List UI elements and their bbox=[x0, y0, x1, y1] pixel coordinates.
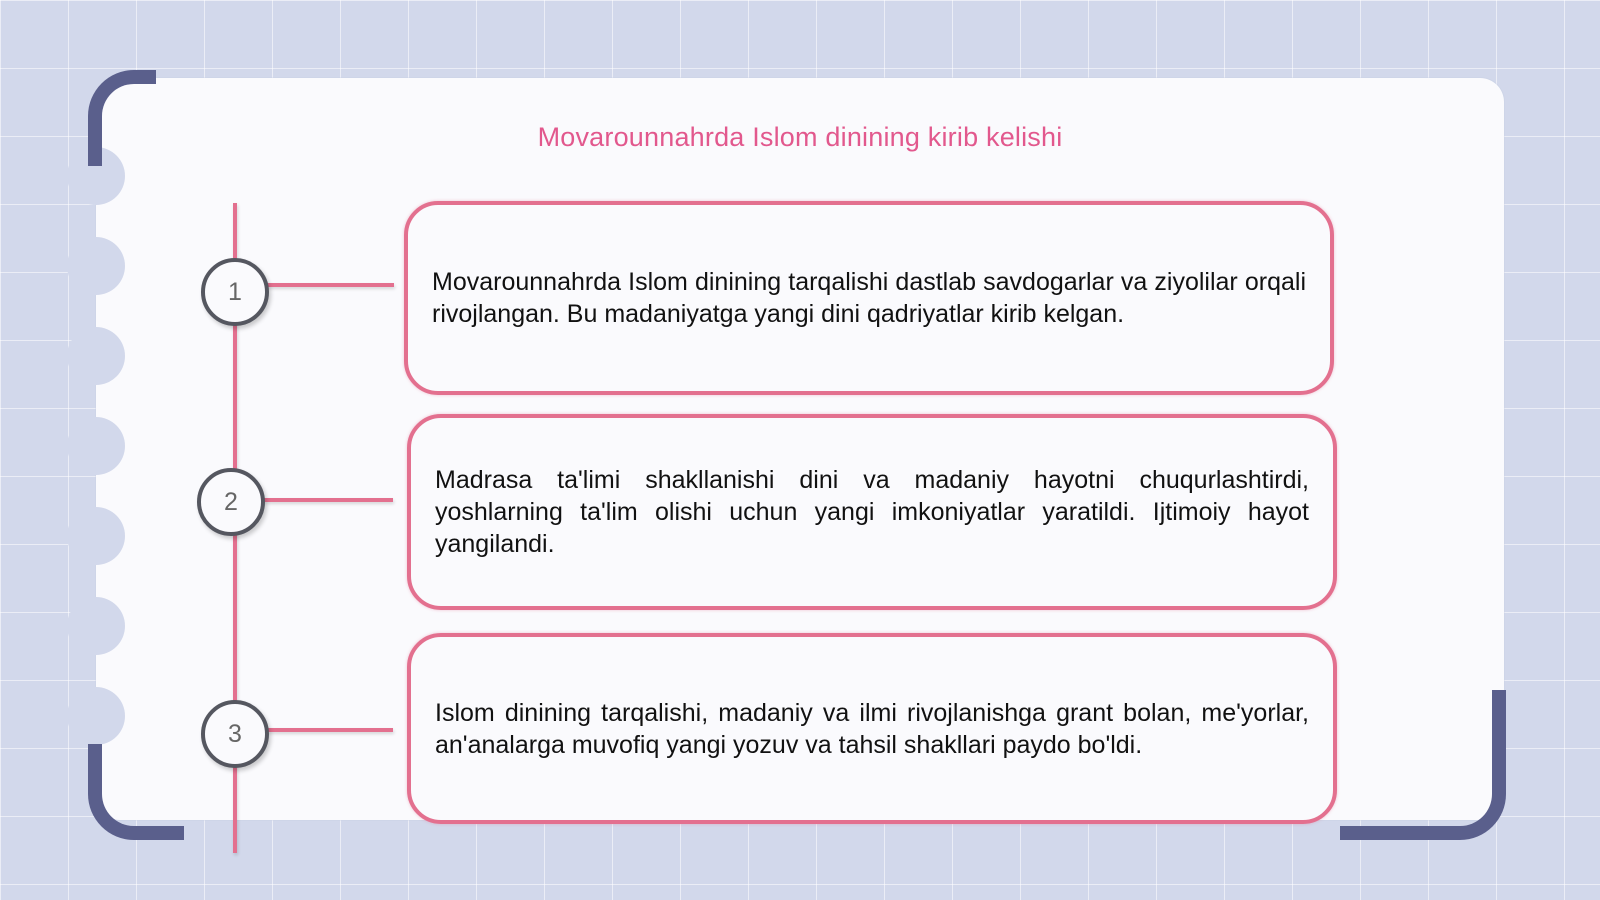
paper-edge-notch bbox=[67, 327, 125, 385]
slide-title: Movarounnahrda Islom dinining kirib kelishi bbox=[537, 122, 1063, 152]
timeline-step-3-marker bbox=[201, 700, 269, 768]
step-number: 2 bbox=[224, 487, 238, 516]
card-text: Islom dinining tarqalishi, madaniy va ilmi rivojlanishga grant bolan, me'yorlar, an'analarga muvofiq yangi yozuv va tahsil shakllari paydo bo'ldi. bbox=[435, 698, 1309, 759]
card-text: Madrasa ta'limi shakllanishi dini va madaniy hayotni chuqurlashtirdi, yoshlarning ta'lim olishi uchun yangi imkoniyatlar yaratildi. Ijtimoiy hayot yangilandi. bbox=[435, 466, 1309, 558]
corner-bracket-bottom-right bbox=[1340, 690, 1506, 840]
timeline-connector bbox=[266, 283, 394, 287]
timeline-step-2-marker bbox=[197, 468, 265, 536]
timeline-step-1-marker bbox=[201, 258, 269, 326]
timeline-card-1 bbox=[404, 201, 1334, 395]
paper-edge-notch bbox=[67, 687, 125, 745]
card-text: Movarounnahrda Islom dinining tarqalishi dastlab savdogarlar va ziyolilar orqali rivojlangan. Bu madaniyatga yangi dini qadriyatlar kirib kelgan. bbox=[432, 268, 1306, 328]
paper-edge-notch bbox=[67, 237, 125, 295]
step-number: 1 bbox=[228, 277, 242, 306]
timeline-card-3 bbox=[407, 633, 1337, 824]
step-number: 3 bbox=[228, 719, 242, 748]
timeline-card-2 bbox=[407, 414, 1337, 610]
timeline-connector bbox=[262, 498, 393, 502]
corner-bracket-bottom-left bbox=[88, 744, 184, 840]
timeline-connector bbox=[266, 728, 393, 732]
paper-edge-notch bbox=[67, 597, 125, 655]
paper-edge-notch bbox=[67, 507, 125, 565]
paper-edge-notch bbox=[67, 417, 125, 475]
